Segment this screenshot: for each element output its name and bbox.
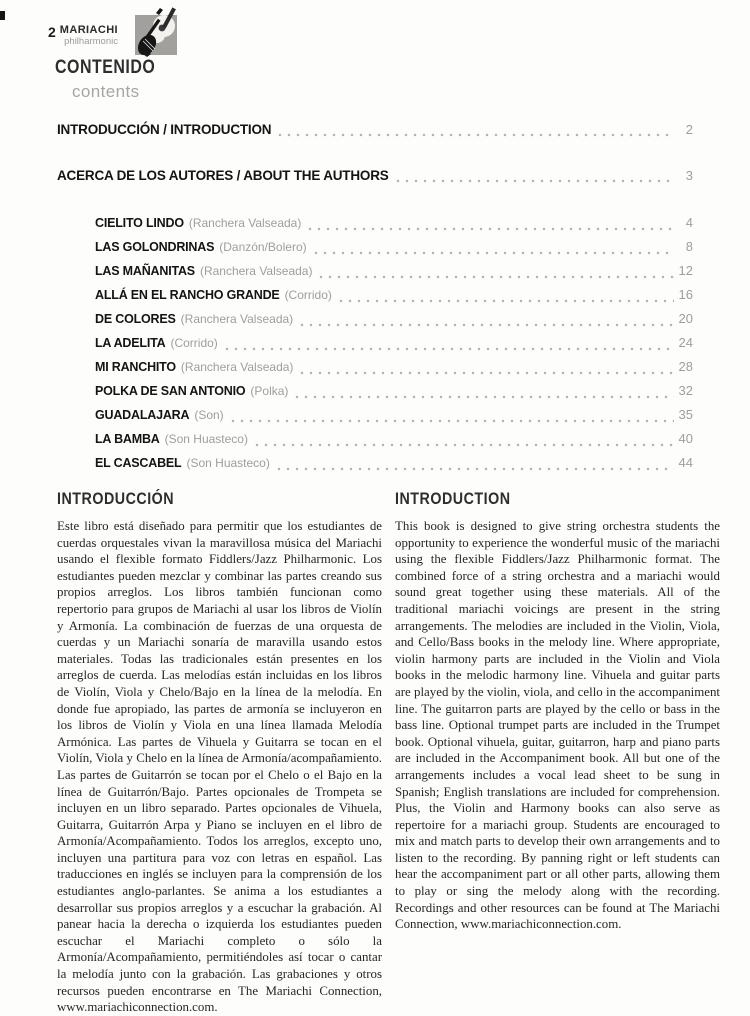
song-title: CIELITO LINDO bbox=[95, 216, 184, 230]
song-genre: (Ranchera Valseada) bbox=[188, 216, 302, 230]
dot-leader bbox=[339, 299, 674, 303]
intro-column-english bbox=[395, 489, 720, 1016]
dot-leader bbox=[396, 179, 674, 183]
introduction-section bbox=[57, 489, 720, 1016]
brand-subtitle: philharmonic bbox=[64, 35, 118, 47]
toc-song-entry bbox=[95, 307, 693, 331]
dot-leader bbox=[278, 133, 674, 137]
dot-leader bbox=[319, 275, 673, 279]
song-page: 35 bbox=[678, 407, 693, 422]
dot-leader bbox=[314, 251, 674, 255]
song-genre: (Son) bbox=[194, 408, 224, 422]
toc-song-entry bbox=[95, 259, 693, 283]
song-genre: (Ranchera Valseada) bbox=[180, 312, 294, 326]
brand-logo bbox=[127, 5, 185, 61]
toc-song-entry bbox=[95, 451, 693, 475]
song-genre: (Corrido) bbox=[284, 288, 332, 302]
toc-entry-title: ACERCA DE LOS AUTORES / ABOUT THE AUTHORS bbox=[57, 168, 389, 183]
table-of-contents bbox=[57, 119, 693, 475]
song-title: LAS GOLONDRINAS bbox=[95, 240, 215, 254]
scan-edge-mark bbox=[0, 11, 5, 20]
brand-name: MARIACHI bbox=[59, 24, 118, 36]
dot-leader bbox=[295, 395, 673, 399]
toc-song-entry bbox=[95, 211, 693, 235]
toc-entry-title: INTRODUCCIÓN / INTRODUCTION bbox=[57, 122, 272, 137]
toc-front-matter bbox=[57, 119, 693, 187]
song-genre: (Son Huasteco) bbox=[164, 432, 248, 446]
song-page: 4 bbox=[685, 215, 693, 230]
song-genre: (Ranchera Valseada) bbox=[199, 264, 313, 278]
dot-leader bbox=[231, 419, 674, 423]
song-title: POLKA DE SAN ANTONIO bbox=[95, 384, 246, 398]
dot-leader bbox=[300, 323, 673, 327]
song-genre: (Polka) bbox=[250, 384, 289, 398]
song-page: 40 bbox=[678, 431, 693, 446]
intro-column-spanish bbox=[57, 489, 382, 1016]
intro-body-en: This book is designed to give string orchestra students the opportunity to experience the wonderful music of the mariachi using the flexible Fiddlers/Jazz Philharmonic format. The combined force of a string orchestra and a mariachi would sound great together using these materials. All of the traditional mariachi voicings are present in the string arrangements. The melodies are included in the Violin, Viola, and Cello/Bass books in the melody line. Where appropriate, violin harmony parts are included in the Violin and Viola books in the melodic harmony line. Vihuela and guitar parts are played by the violin, viola, and cello in the accompaniment line. The guitarron parts are played by the cello or bass in the bass line. Optional trumpet parts are included in the Trumpet book. Optional vihuela, guitar, guitarron, harp and piano parts are included in the Accompaniment book. All but one of the arrangements includes a vocal lead sheet to be sung in Spanish; English translations are included for comprehension. Plus, the Violin and Harmony books can also serve as repertoire for a mariachi group. Students are encouraged to mix and match parts to develop their own arrangements and to listen to the recording. By panning right or left students can hear the accompaniment part or all other parts, allowing them to play or sing the melody along with the recording. Recordings and other resources can be found at The Mariachi Connection, www.mariachiconnection.com. bbox=[395, 519, 720, 932]
song-title: MI RANCHITO bbox=[95, 360, 176, 374]
dot-leader bbox=[255, 443, 674, 447]
song-title: LA BAMBA bbox=[95, 432, 160, 446]
toc-song-entry bbox=[95, 427, 693, 451]
dot-leader bbox=[300, 371, 673, 375]
toc-song-entry bbox=[95, 235, 693, 259]
song-page: 8 bbox=[685, 239, 693, 254]
song-page: 44 bbox=[678, 455, 693, 470]
toc-entry bbox=[57, 165, 693, 187]
mariachi-instruments-icon bbox=[127, 5, 185, 61]
song-page: 12 bbox=[678, 263, 693, 278]
contents-heading-en: contents bbox=[72, 82, 140, 101]
toc-song-entry bbox=[95, 331, 693, 355]
song-title: DE COLORES bbox=[95, 312, 176, 326]
intro-heading-en: INTRODUCTION bbox=[395, 489, 511, 508]
page-number: 2 bbox=[48, 24, 57, 40]
intro-body-es: Este libro está diseñado para permitir que los estudiantes de cuerdas orquestales vivan la maravillosa música del Mariachi usando el flexible formato Fiddlers/Jazz Philharmonic. Los estudiantes pueden mezclar y combinar las partes creando sus propios arreglos. Los libros también funcionan como repertorio para grupos de Mariachi al usar los libros de Violín y Armonía. La combinación de fuerzas de una orquesta de cuerdas y un Mariachi sonaría de maravilla usando estos materiales. Todas las tradicionales están presentes en los arreglos de cuerda. Las melodías están incluidas en los libros de Violín, Viola y Chelo/Bajo en la línea de la melodía. En donde fue apropiado, las partes de armonía se incluyeron en los libros de Violín y Viola en una línea llamada Melodía Armónica. Las partes de Vihuela y Guitarra se tocan en el Violín, Viola y Chelo en la línea de Armonía/acompañamiento. Las partes de Guitarrón se tocan por el Chelo o el Bajo en la línea de Guitarrón/Bajo. Partes opcionales de Trompeta se incluyen en un libro separado. Partes opcionales de Vihuela, Guitarra, Guitarrón Arpa y Piano se incluyen en el libro de Armonía/Acompañamiento. Todos los arreglos, excepto uno, incluyen una partitura para voz con letras en español. Las traducciones en inglés se incluyen para la comprensión de los estudiantes anglo-parlantes. Se anima a los estudiantes a desarrollar sus propios arreglos y a escuchar la grabación. Al panear hacia la derecha o izquierda los estudiantes pueden escuchar el Mariachi completo o sólo la Armonía/Acompañamiento, permitiéndoles así tocar o cantar la melodía junto con la grabación. Las grabaciones y otros recursos pueden encontrarse en The Mariachi Connection, www.mariachiconnection.com. bbox=[57, 519, 382, 1015]
song-title: GUADALAJARA bbox=[95, 408, 190, 422]
toc-entry-page: 2 bbox=[685, 122, 693, 137]
toc-song-entry bbox=[95, 379, 693, 403]
toc-entry bbox=[57, 119, 693, 141]
song-title: LA ADELITA bbox=[95, 336, 166, 350]
dot-leader bbox=[225, 347, 674, 351]
dot-leader bbox=[308, 227, 674, 231]
contents-heading-es: CONTENIDO bbox=[55, 57, 156, 78]
song-title: LAS MAÑANITAS bbox=[95, 264, 195, 278]
toc-song-entry bbox=[95, 355, 693, 379]
song-page: 16 bbox=[678, 287, 693, 302]
toc-entry-page: 3 bbox=[685, 168, 693, 183]
song-genre: (Danzón/Bolero) bbox=[219, 240, 307, 254]
intro-heading-es: INTRODUCCIÓN bbox=[57, 489, 175, 508]
song-page: 20 bbox=[678, 311, 693, 326]
toc-song-entry bbox=[95, 403, 693, 427]
contents-heading-block bbox=[55, 57, 174, 102]
song-page: 28 bbox=[678, 359, 693, 374]
song-title: ALLÁ EN EL RANCHO GRANDE bbox=[95, 288, 280, 302]
dot-leader bbox=[277, 467, 674, 471]
toc-song-entry bbox=[95, 283, 693, 307]
toc-song-list bbox=[57, 211, 693, 475]
song-page: 32 bbox=[678, 383, 693, 398]
song-genre: (Corrido) bbox=[170, 336, 218, 350]
song-genre: (Son Huasteco) bbox=[186, 456, 270, 470]
song-page: 24 bbox=[678, 335, 693, 350]
song-genre: (Ranchera Valseada) bbox=[180, 360, 294, 374]
brand-wordmark bbox=[58, 25, 118, 47]
song-title: EL CASCABEL bbox=[95, 456, 182, 470]
